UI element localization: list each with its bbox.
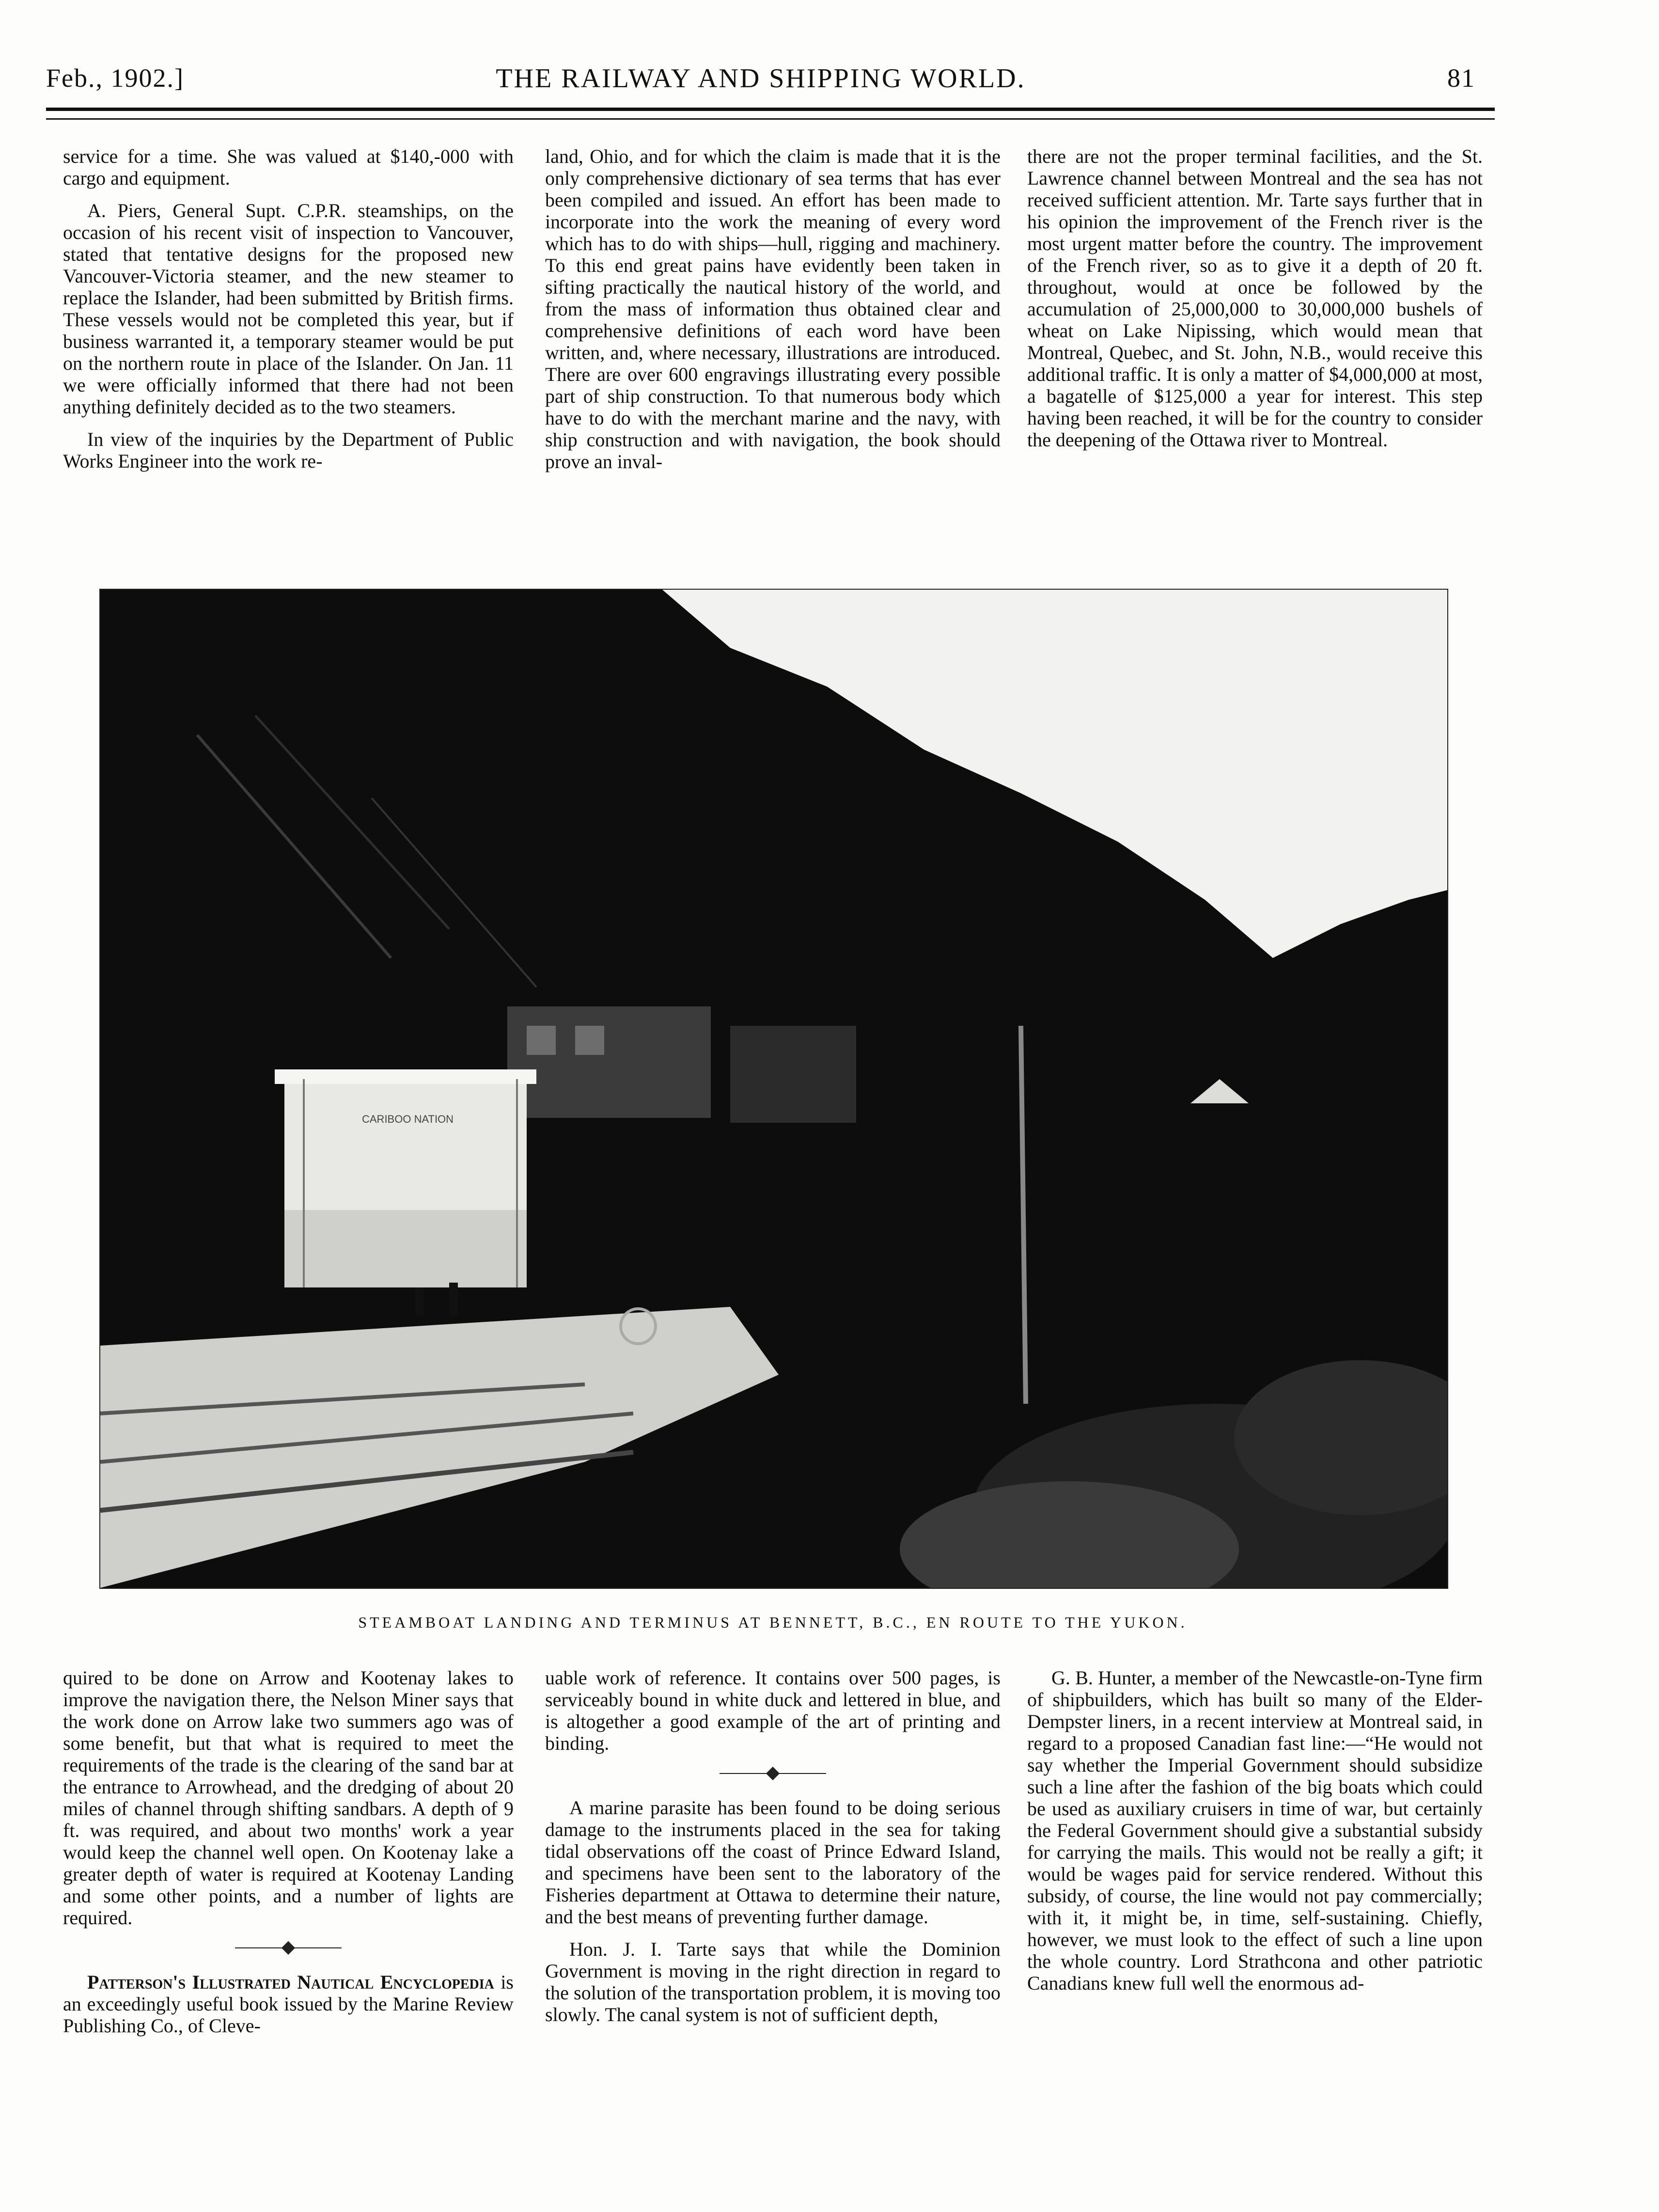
paragraph <box>63 1971 514 2037</box>
book-title: Patterson's Illustrated Nautical Encyclopedia <box>87 1971 494 1993</box>
paragraph: uable work of reference. It contains over 500 pages, is serviceably bound in white duck and lettered in blue, and is altogether a good example of the art of printing and binding. <box>545 1667 1001 1754</box>
paragraph: quired to be done on Arrow and Kootenay lakes to improve the navigation there, the Nelson Miner says that the work done on Arrow lake two summers ago was of some benefit, but that what is required to meet the requirements of the trade is the clearing of the sand bar at the entrance to Arrowhead, and the dredging of about 20 miles of channel through shifting sandbars. A depth of 9 ft. was required, and about two months' work a year would keep the channel well open. On Kootenay lake a greater depth of water is required at Kootenay Landing and some other points, and a number of lights are required. <box>63 1667 514 1929</box>
section-ornament <box>720 1765 826 1782</box>
paragraph: In view of the inquiries by the Department of Public Works Engineer into the work re- <box>63 428 514 472</box>
steamboat-name-sign: CARIBOO NATION <box>362 1113 454 1125</box>
publication-title: THE RAILWAY AND SHIPPING WORLD. <box>496 63 1026 94</box>
paragraph: A marine parasite has been found to be doing serious damage to the instruments placed in the sea for taking tidal observations off the coast of Prince Edward Island, and specimens have been sent to the laboratory of the Fisheries department at Ottawa to determine their nature, and the best means of preventing further damage. <box>545 1797 1001 1928</box>
header-rule-thick <box>46 108 1495 111</box>
page-number: 81 <box>1447 63 1475 93</box>
paragraph: land, Ohio, and for which the claim is made that it is the only comprehensive dictionary of sea terms that has ever been compiled and issued. An effort has been made to incorporate into the work the meaning of every word which has to do with ships—hull, rigging and machinery. To this end great pains have evidently been taken in sifting practically the nautical history of the world, and from the mass of information thus obtained clear and comprehensive definitions of each word have been written, and, where necessary, illustrations are introduced. There are over 600 engravings illustrating every possible part of ship construction. To that numerous body which have to do with the merchant marine and the navy, with ship construction and with navigation, the book should prove an inval- <box>545 145 1001 472</box>
bottom-column-3 <box>1027 1667 1483 2005</box>
paragraph-text: is an exceedingly useful book issued by the Marine Review Publishing Co., of Cleve- <box>63 1971 514 2037</box>
paragraph: G. B. Hunter, a member of the Newcastle-on-Tyne firm of shipbuilders, which has built so many of the Elder-Dempster liners, in a recent interview at Montreal said, in regard to a proposed Canadian fast line:—“He would not say whether the Imperial Government should subsidize such a line after the fashion of the big boats which could be used as auxiliary cruisers in time of war, but certainly the Federal Government should give a substantial subsidy for carrying the mails. This would not be really a gift; it would be wages paid for service rendered. Without this subsidy, of course, the line would not pay commercially; with it, it might be, in time, self-sustaining. Chiefly, however, we must look to the effect of such a line upon the whole country. Lord Strathcona and other patriotic Canadians knew full well the enormous ad- <box>1027 1667 1483 1994</box>
paragraph: A. Piers, General Supt. C.P.R. steamships, on the occasion of his recent visit of inspection to Vancouver, stated that tentative designs for the proposed new Vancouver-Victoria steamer, and the new steamer to replace the Islander, had been submitted by British firms. These vessels would not be completed this year, but if business warranted it, a temporary steamer would be put on the northern route in place of the Islander. On Jan. 11 we were officially informed that there had not been anything definitely decided as to the two steamers. <box>63 200 514 418</box>
paragraph: service for a time. She was valued at $140,-000 with cargo and equipment. <box>63 145 514 189</box>
steamboat-cabin <box>284 1079 527 1210</box>
top-column-1 <box>63 145 514 483</box>
photo-caption: STEAMBOAT LANDING AND TERMINUS AT BENNETT, B.C., EN ROUTE TO THE YUKON. <box>358 1614 1188 1631</box>
steamboat-landing-photograph <box>99 589 1448 1589</box>
header-rule-thin <box>46 118 1495 120</box>
top-column-2 <box>545 145 1001 483</box>
top-column-3 <box>1027 145 1483 461</box>
paragraph: there are not the proper terminal facilities, and the St. Lawrence channel between Montreal and the sea has not received sufficient attention. Mr. Tarte says further that in his opinion the improvement of the French river is the most urgent matter before the country. The improvement of the French river, so as to give it a depth of 20 ft. throughout, would at once be followed by the accumulation of 25,000,000 to 30,000,000 bushels of wheat on Lake Nipissing, which would mean that Montreal, Quebec, and St. John, N.B., would receive this additional traffic. It is only a matter of $4,000,000 at most, a bagatelle of $125,000 a year for interest. This step having been reached, it will be for the country to consider the deepening of the Ottawa river to Montreal. <box>1027 145 1483 451</box>
bottom-column-2 <box>545 1667 1001 2036</box>
running-header <box>46 63 1475 102</box>
section-ornament <box>235 1939 342 1957</box>
bottom-column-1 <box>63 1667 514 2047</box>
paragraph: Hon. J. I. Tarte says that while the Dominion Government is moving in the right direction in regard to the solution of the transportation problem, it is moving too slowly. The canal system is not of sufficient depth, <box>545 1938 1001 2025</box>
issue-date: Feb., 1902.] <box>46 63 184 93</box>
